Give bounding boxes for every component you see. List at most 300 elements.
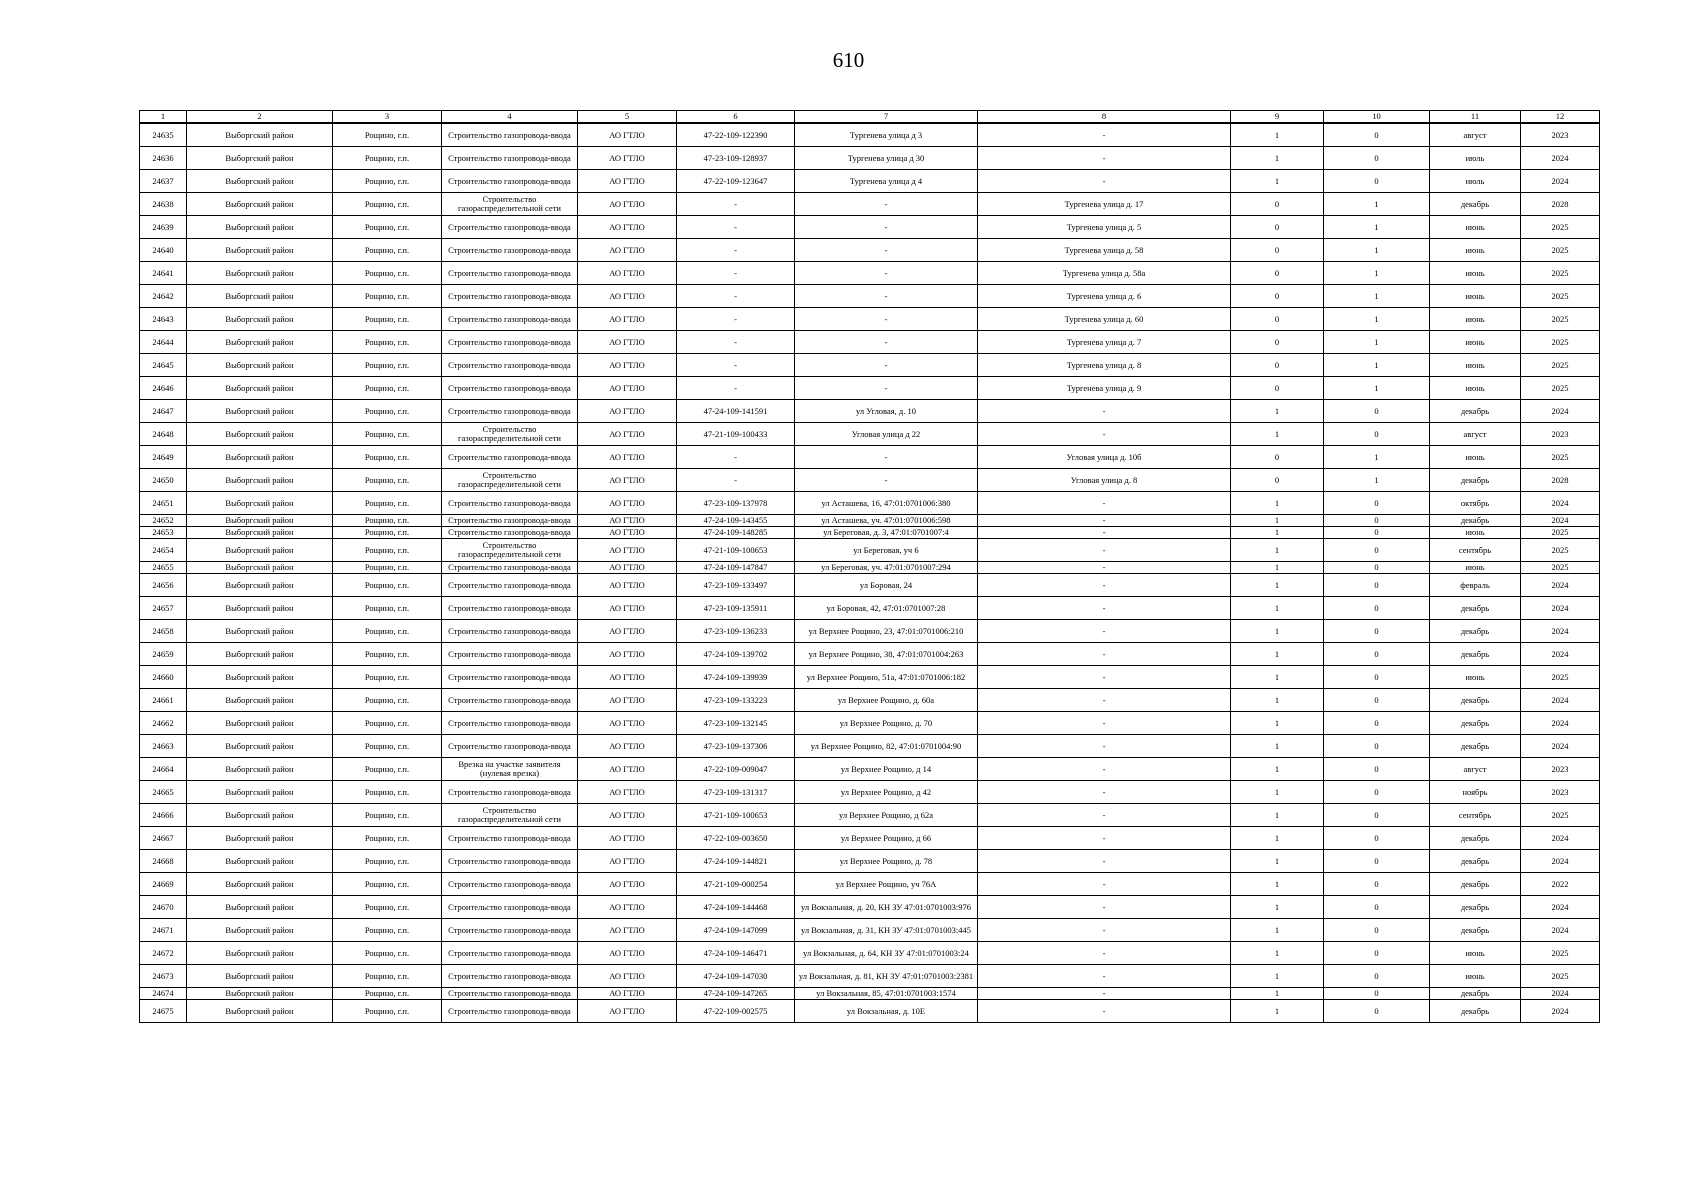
cell-request-number: 47-23-109-137978 xyxy=(677,492,795,515)
cell-month: июнь xyxy=(1430,965,1521,988)
cell-district: Выборгский район xyxy=(187,469,333,492)
cell-settlement: Рощино, г.п. xyxy=(333,170,442,193)
cell-year: 2025 xyxy=(1521,527,1600,539)
cell-work-type: Строительство газопровода-ввода xyxy=(442,850,578,873)
header-row xyxy=(140,111,1600,124)
cell-count-b: 1 xyxy=(1324,285,1430,308)
cell-month: июнь xyxy=(1430,216,1521,239)
cell-address: ул Вокзальная, д. 64, КН ЗУ 47:01:0701003:24 xyxy=(795,942,978,965)
cell-organization: АО ГТЛО xyxy=(578,539,677,562)
cell-work-type: Строительство газопровода-ввода xyxy=(442,400,578,423)
cell-count-b: 0 xyxy=(1324,735,1430,758)
cell-count-a: 1 xyxy=(1231,562,1324,574)
cell-planned-address: - xyxy=(978,515,1231,527)
cell-request-number: 47-24-109-144468 xyxy=(677,896,795,919)
cell-month: июнь xyxy=(1430,562,1521,574)
cell-settlement: Рощино, г.п. xyxy=(333,308,442,331)
cell-year: 2025 xyxy=(1521,285,1600,308)
cell-num: 24657 xyxy=(140,597,187,620)
cell-organization: АО ГТЛО xyxy=(578,123,677,147)
cell-work-type: Строительство газопровода-ввода xyxy=(442,1000,578,1023)
cell-address: ул Береговая, уч. 47:01:0701007:294 xyxy=(795,562,978,574)
cell-request-number: 47-23-109-135911 xyxy=(677,597,795,620)
cell-count-b: 1 xyxy=(1324,469,1430,492)
table-row xyxy=(140,689,1600,712)
cell-num: 24646 xyxy=(140,377,187,400)
cell-district: Выборгский район xyxy=(187,942,333,965)
table-row xyxy=(140,285,1600,308)
cell-work-type: Строительство газопровода-ввода xyxy=(442,354,578,377)
cell-settlement: Рощино, г.п. xyxy=(333,285,442,308)
table-row xyxy=(140,850,1600,873)
cell-year: 2024 xyxy=(1521,620,1600,643)
cell-year: 2025 xyxy=(1521,239,1600,262)
cell-count-b: 0 xyxy=(1324,850,1430,873)
cell-num: 24662 xyxy=(140,712,187,735)
cell-year: 2028 xyxy=(1521,469,1600,492)
cell-month: июнь xyxy=(1430,527,1521,539)
cell-count-a: 0 xyxy=(1231,331,1324,354)
cell-address: ул Верхнее Рощино, д. 70 xyxy=(795,712,978,735)
cell-work-type: Строительство газопровода-ввода xyxy=(442,597,578,620)
cell-organization: АО ГТЛО xyxy=(578,423,677,446)
cell-work-type: Строительство газопровода-ввода xyxy=(442,331,578,354)
cell-planned-address: - xyxy=(978,666,1231,689)
cell-month: июль xyxy=(1430,170,1521,193)
header-cell-planned-address: 8 xyxy=(978,111,1231,124)
table-row xyxy=(140,262,1600,285)
cell-count-b: 0 xyxy=(1324,423,1430,446)
cell-planned-address: Угловая улица д. 8 xyxy=(978,469,1231,492)
cell-settlement: Рощино, г.п. xyxy=(333,919,442,942)
cell-month: декабрь xyxy=(1430,400,1521,423)
cell-count-b: 1 xyxy=(1324,331,1430,354)
cell-address: ул Вокзальная, д. 31, КН ЗУ 47:01:0701003:445 xyxy=(795,919,978,942)
cell-num: 24661 xyxy=(140,689,187,712)
cell-district: Выборгский район xyxy=(187,597,333,620)
cell-settlement: Рощино, г.п. xyxy=(333,216,442,239)
cell-organization: АО ГТЛО xyxy=(578,446,677,469)
cell-num: 24641 xyxy=(140,262,187,285)
cell-request-number: 47-24-109-147030 xyxy=(677,965,795,988)
cell-address: ул Боровая, 24 xyxy=(795,574,978,597)
cell-settlement: Рощино, г.п. xyxy=(333,758,442,781)
cell-district: Выборгский район xyxy=(187,354,333,377)
table-row xyxy=(140,377,1600,400)
cell-request-number: 47-22-109-002575 xyxy=(677,1000,795,1023)
cell-organization: АО ГТЛО xyxy=(578,620,677,643)
cell-organization: АО ГТЛО xyxy=(578,689,677,712)
cell-count-a: 0 xyxy=(1231,239,1324,262)
cell-planned-address: Тургенева улица д. 9 xyxy=(978,377,1231,400)
cell-num: 24671 xyxy=(140,919,187,942)
cell-request-number: 47-24-109-144821 xyxy=(677,850,795,873)
cell-district: Выборгский район xyxy=(187,492,333,515)
cell-settlement: Рощино, г.п. xyxy=(333,377,442,400)
cell-num: 24673 xyxy=(140,965,187,988)
cell-work-type: Строительство газопровода-ввода xyxy=(442,377,578,400)
cell-district: Выборгский район xyxy=(187,1000,333,1023)
cell-year: 2024 xyxy=(1521,896,1600,919)
cell-address: Тургенева улица д 4 xyxy=(795,170,978,193)
cell-settlement: Рощино, г.п. xyxy=(333,804,442,827)
cell-num: 24654 xyxy=(140,539,187,562)
cell-address: ул Вокзальная, 85, 47:01:0701003:1574 xyxy=(795,988,978,1000)
cell-count-a: 0 xyxy=(1231,262,1324,285)
cell-request-number: 47-24-109-147847 xyxy=(677,562,795,574)
cell-address: ул Береговая, д. 3, 47:01:0701007:4 xyxy=(795,527,978,539)
cell-year: 2025 xyxy=(1521,331,1600,354)
cell-work-type: Строительство газопровода-ввода xyxy=(442,942,578,965)
cell-organization: АО ГТЛО xyxy=(578,988,677,1000)
cell-organization: АО ГТЛО xyxy=(578,1000,677,1023)
cell-request-number: 47-22-109-009047 xyxy=(677,758,795,781)
cell-count-b: 1 xyxy=(1324,446,1430,469)
cell-count-a: 1 xyxy=(1231,597,1324,620)
cell-request-number: - xyxy=(677,469,795,492)
cell-request-number: - xyxy=(677,193,795,216)
cell-planned-address: Тургенева улица д. 7 xyxy=(978,331,1231,354)
cell-address: ул Асташева, уч. 47:01:0701006:598 xyxy=(795,515,978,527)
cell-work-type: Строительство газопровода-ввода xyxy=(442,620,578,643)
cell-request-number: 47-23-109-131317 xyxy=(677,781,795,804)
cell-work-type: Строительство газопровода-ввода xyxy=(442,446,578,469)
cell-count-a: 1 xyxy=(1231,919,1324,942)
cell-month: июнь xyxy=(1430,239,1521,262)
cell-count-b: 0 xyxy=(1324,492,1430,515)
cell-count-a: 1 xyxy=(1231,850,1324,873)
cell-organization: АО ГТЛО xyxy=(578,308,677,331)
cell-count-b: 0 xyxy=(1324,574,1430,597)
cell-planned-address: - xyxy=(978,170,1231,193)
cell-num: 24649 xyxy=(140,446,187,469)
cell-num: 24668 xyxy=(140,850,187,873)
cell-count-a: 1 xyxy=(1231,620,1324,643)
cell-month: июнь xyxy=(1430,285,1521,308)
cell-count-a: 1 xyxy=(1231,712,1324,735)
cell-month: декабрь xyxy=(1430,850,1521,873)
cell-planned-address: - xyxy=(978,689,1231,712)
cell-settlement: Рощино, г.п. xyxy=(333,469,442,492)
cell-organization: АО ГТЛО xyxy=(578,147,677,170)
cell-month: декабрь xyxy=(1430,515,1521,527)
cell-planned-address: Тургенева улица д. 5 xyxy=(978,216,1231,239)
cell-num: 24638 xyxy=(140,193,187,216)
cell-district: Выборгский район xyxy=(187,574,333,597)
cell-organization: АО ГТЛО xyxy=(578,666,677,689)
cell-planned-address: - xyxy=(978,873,1231,896)
cell-request-number: 47-24-109-148285 xyxy=(677,527,795,539)
cell-settlement: Рощино, г.п. xyxy=(333,735,442,758)
header-cell-address: 7 xyxy=(795,111,978,124)
cell-planned-address: - xyxy=(978,147,1231,170)
cell-organization: АО ГТЛО xyxy=(578,758,677,781)
cell-count-a: 0 xyxy=(1231,446,1324,469)
cell-request-number: 47-23-109-128937 xyxy=(677,147,795,170)
cell-num: 24660 xyxy=(140,666,187,689)
cell-address: Тургенева улица д 30 xyxy=(795,147,978,170)
cell-district: Выборгский район xyxy=(187,193,333,216)
cell-organization: АО ГТЛО xyxy=(578,873,677,896)
cell-work-type: Строительство газопровода-ввода xyxy=(442,239,578,262)
cell-planned-address: - xyxy=(978,574,1231,597)
cell-num: 24667 xyxy=(140,827,187,850)
cell-organization: АО ГТЛО xyxy=(578,712,677,735)
cell-planned-address: - xyxy=(978,1000,1231,1023)
cell-district: Выборгский район xyxy=(187,170,333,193)
cell-address: ул Верхнее Рощино, д 42 xyxy=(795,781,978,804)
table-row xyxy=(140,193,1600,216)
cell-district: Выборгский район xyxy=(187,515,333,527)
cell-month: декабрь xyxy=(1430,1000,1521,1023)
cell-settlement: Рощино, г.п. xyxy=(333,423,442,446)
cell-settlement: Рощино, г.п. xyxy=(333,965,442,988)
cell-year: 2023 xyxy=(1521,781,1600,804)
table-row xyxy=(140,735,1600,758)
cell-month: декабрь xyxy=(1430,193,1521,216)
cell-planned-address: - xyxy=(978,539,1231,562)
cell-district: Выборгский район xyxy=(187,377,333,400)
cell-count-b: 0 xyxy=(1324,597,1430,620)
cell-year: 2025 xyxy=(1521,942,1600,965)
cell-count-b: 0 xyxy=(1324,965,1430,988)
cell-count-a: 0 xyxy=(1231,193,1324,216)
cell-month: сентябрь xyxy=(1430,539,1521,562)
cell-settlement: Рощино, г.п. xyxy=(333,331,442,354)
cell-settlement: Рощино, г.п. xyxy=(333,400,442,423)
cell-planned-address: Тургенева улица д. 6 xyxy=(978,285,1231,308)
cell-organization: АО ГТЛО xyxy=(578,527,677,539)
table-row xyxy=(140,574,1600,597)
cell-month: декабрь xyxy=(1430,597,1521,620)
cell-work-type: Строительство газопровода-ввода xyxy=(442,735,578,758)
cell-organization: АО ГТЛО xyxy=(578,492,677,515)
cell-num: 24643 xyxy=(140,308,187,331)
cell-district: Выборгский район xyxy=(187,781,333,804)
cell-request-number: - xyxy=(677,308,795,331)
cell-organization: АО ГТЛО xyxy=(578,216,677,239)
table-row xyxy=(140,919,1600,942)
cell-planned-address: - xyxy=(978,562,1231,574)
cell-year: 2025 xyxy=(1521,354,1600,377)
header-cell-work-type: 4 xyxy=(442,111,578,124)
cell-settlement: Рощино, г.п. xyxy=(333,942,442,965)
cell-count-b: 0 xyxy=(1324,400,1430,423)
cell-count-b: 0 xyxy=(1324,988,1430,1000)
cell-work-type: Строительство газопровода-ввода xyxy=(442,147,578,170)
cell-planned-address: - xyxy=(978,988,1231,1000)
cell-work-type: Строительство газопровода-ввода xyxy=(442,988,578,1000)
cell-organization: АО ГТЛО xyxy=(578,515,677,527)
table-row xyxy=(140,423,1600,446)
cell-district: Выборгский район xyxy=(187,896,333,919)
cell-month: декабрь xyxy=(1430,919,1521,942)
cell-work-type: Строительство газопровода-ввода xyxy=(442,527,578,539)
cell-planned-address: - xyxy=(978,896,1231,919)
cell-district: Выборгский район xyxy=(187,123,333,147)
cell-work-type: Строительство газораспределительной сети xyxy=(442,469,578,492)
cell-address: - xyxy=(795,446,978,469)
cell-year: 2023 xyxy=(1521,758,1600,781)
cell-organization: АО ГТЛО xyxy=(578,331,677,354)
cell-district: Выборгский район xyxy=(187,147,333,170)
cell-work-type: Строительство газопровода-ввода xyxy=(442,123,578,147)
cell-year: 2025 xyxy=(1521,446,1600,469)
cell-organization: АО ГТЛО xyxy=(578,643,677,666)
cell-count-a: 1 xyxy=(1231,147,1324,170)
cell-planned-address: Тургенева улица д. 17 xyxy=(978,193,1231,216)
cell-num: 24665 xyxy=(140,781,187,804)
cell-month: декабрь xyxy=(1430,735,1521,758)
cell-request-number: - xyxy=(677,446,795,469)
cell-district: Выборгский район xyxy=(187,689,333,712)
cell-request-number: 47-23-109-133497 xyxy=(677,574,795,597)
cell-num: 24639 xyxy=(140,216,187,239)
cell-count-b: 0 xyxy=(1324,689,1430,712)
cell-request-number: 47-21-109-000254 xyxy=(677,873,795,896)
cell-month: июнь xyxy=(1430,377,1521,400)
cell-request-number: - xyxy=(677,354,795,377)
cell-count-a: 0 xyxy=(1231,285,1324,308)
cell-year: 2025 xyxy=(1521,377,1600,400)
cell-request-number: - xyxy=(677,331,795,354)
cell-count-a: 1 xyxy=(1231,1000,1324,1023)
cell-request-number: 47-22-109-122390 xyxy=(677,123,795,147)
cell-work-type: Строительство газопровода-ввода xyxy=(442,492,578,515)
cell-count-a: 1 xyxy=(1231,527,1324,539)
cell-num: 24672 xyxy=(140,942,187,965)
cell-planned-address: - xyxy=(978,643,1231,666)
cell-count-a: 0 xyxy=(1231,354,1324,377)
cell-count-b: 0 xyxy=(1324,804,1430,827)
cell-work-type: Строительство газопровода-ввода xyxy=(442,781,578,804)
cell-settlement: Рощино, г.п. xyxy=(333,527,442,539)
cell-district: Выборгский район xyxy=(187,873,333,896)
cell-planned-address: - xyxy=(978,423,1231,446)
cell-organization: АО ГТЛО xyxy=(578,262,677,285)
cell-work-type: Строительство газопровода-ввода xyxy=(442,574,578,597)
cell-address: ул Боровая, 42, 47:01:0701007:28 xyxy=(795,597,978,620)
cell-year: 2025 xyxy=(1521,216,1600,239)
cell-work-type: Строительство газопровода-ввода xyxy=(442,285,578,308)
cell-num: 24650 xyxy=(140,469,187,492)
cell-num: 24663 xyxy=(140,735,187,758)
cell-request-number: 47-23-109-136233 xyxy=(677,620,795,643)
cell-year: 2024 xyxy=(1521,400,1600,423)
cell-count-b: 0 xyxy=(1324,643,1430,666)
cell-num: 24670 xyxy=(140,896,187,919)
cell-work-type: Строительство газопровода-ввода xyxy=(442,562,578,574)
cell-address: - xyxy=(795,285,978,308)
cell-district: Выборгский район xyxy=(187,988,333,1000)
table-row xyxy=(140,400,1600,423)
cell-count-a: 0 xyxy=(1231,469,1324,492)
cell-month: декабрь xyxy=(1430,873,1521,896)
cell-month: июль xyxy=(1430,147,1521,170)
cell-request-number: 47-24-109-147099 xyxy=(677,919,795,942)
table-row xyxy=(140,354,1600,377)
cell-district: Выборгский район xyxy=(187,620,333,643)
cell-planned-address: - xyxy=(978,597,1231,620)
table-row xyxy=(140,896,1600,919)
table-row xyxy=(140,804,1600,827)
cell-work-type: Строительство газораспределительной сети xyxy=(442,423,578,446)
table-row xyxy=(140,539,1600,562)
cell-num: 24640 xyxy=(140,239,187,262)
table-row xyxy=(140,562,1600,574)
cell-month: сентябрь xyxy=(1430,804,1521,827)
table-row xyxy=(140,758,1600,781)
cell-num: 24674 xyxy=(140,988,187,1000)
cell-month: июнь xyxy=(1430,942,1521,965)
cell-count-a: 1 xyxy=(1231,643,1324,666)
cell-district: Выборгский район xyxy=(187,643,333,666)
cell-district: Выборгский район xyxy=(187,850,333,873)
cell-planned-address: - xyxy=(978,758,1231,781)
table-row xyxy=(140,781,1600,804)
cell-organization: АО ГТЛО xyxy=(578,804,677,827)
cell-num: 24659 xyxy=(140,643,187,666)
cell-settlement: Рощино, г.п. xyxy=(333,896,442,919)
cell-count-b: 1 xyxy=(1324,262,1430,285)
table-row xyxy=(140,170,1600,193)
cell-planned-address: - xyxy=(978,850,1231,873)
cell-request-number: 47-24-109-139702 xyxy=(677,643,795,666)
cell-count-a: 1 xyxy=(1231,873,1324,896)
header-cell-request-number: 6 xyxy=(677,111,795,124)
cell-settlement: Рощино, г.п. xyxy=(333,354,442,377)
cell-count-a: 1 xyxy=(1231,804,1324,827)
cell-district: Выборгский район xyxy=(187,239,333,262)
cell-district: Выборгский район xyxy=(187,527,333,539)
header-cell-month: 11 xyxy=(1430,111,1521,124)
cell-address: - xyxy=(795,216,978,239)
cell-planned-address: - xyxy=(978,965,1231,988)
cell-count-a: 1 xyxy=(1231,896,1324,919)
cell-address: Тургенева улица д 3 xyxy=(795,123,978,147)
cell-district: Выборгский район xyxy=(187,216,333,239)
cell-organization: АО ГТЛО xyxy=(578,193,677,216)
cell-num: 24636 xyxy=(140,147,187,170)
cell-settlement: Рощино, г.п. xyxy=(333,620,442,643)
cell-settlement: Рощино, г.п. xyxy=(333,1000,442,1023)
table-row xyxy=(140,123,1600,147)
cell-district: Выборгский район xyxy=(187,285,333,308)
cell-month: август xyxy=(1430,423,1521,446)
table-row xyxy=(140,492,1600,515)
cell-request-number: - xyxy=(677,285,795,308)
cell-settlement: Рощино, г.п. xyxy=(333,562,442,574)
cell-count-a: 1 xyxy=(1231,827,1324,850)
cell-num: 24642 xyxy=(140,285,187,308)
cell-count-b: 0 xyxy=(1324,170,1430,193)
cell-count-b: 0 xyxy=(1324,942,1430,965)
cell-work-type: Строительство газопровода-ввода xyxy=(442,262,578,285)
cell-district: Выборгский район xyxy=(187,308,333,331)
cell-organization: АО ГТЛО xyxy=(578,285,677,308)
cell-count-a: 1 xyxy=(1231,123,1324,147)
cell-count-a: 1 xyxy=(1231,515,1324,527)
cell-address: ул Верхнее Рощино, д 62а xyxy=(795,804,978,827)
cell-district: Выборгский район xyxy=(187,539,333,562)
cell-address: - xyxy=(795,193,978,216)
cell-address: - xyxy=(795,354,978,377)
cell-year: 2023 xyxy=(1521,423,1600,446)
cell-request-number: 47-23-109-137306 xyxy=(677,735,795,758)
cell-district: Выборгский район xyxy=(187,827,333,850)
cell-work-type: Строительство газопровода-ввода xyxy=(442,965,578,988)
table-row xyxy=(140,216,1600,239)
